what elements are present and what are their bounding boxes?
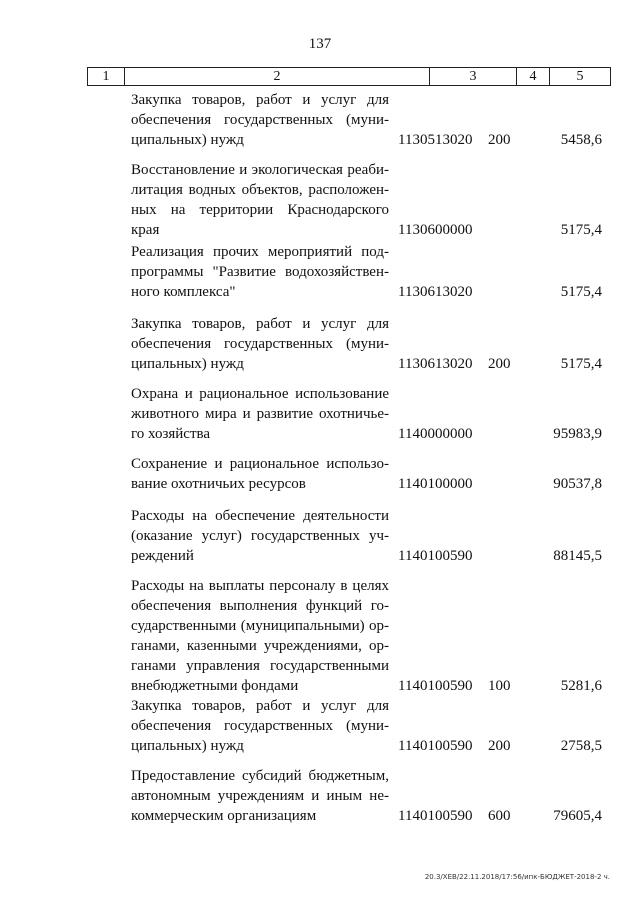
row-amount: 95983,9 — [553, 426, 602, 442]
description-line: го хозяйства — [131, 426, 211, 442]
description-line: внебюджетными фондами — [131, 678, 299, 694]
row-code: 1140100590 — [398, 678, 473, 694]
row-description — [131, 576, 389, 696]
row-amount: 88145,5 — [553, 548, 602, 564]
description-line: ципальных) нужд — [131, 356, 244, 372]
row-amount: 90537,8 — [553, 476, 602, 492]
row-code: 1140100590 — [398, 548, 473, 564]
row-amount: 79605,4 — [553, 808, 602, 824]
description-line: ципальных) нужд — [131, 738, 244, 754]
description-line: обеспечения выполнения функций го- — [131, 598, 389, 614]
header-col-5: 5 — [576, 69, 584, 84]
description-line: Охрана и рациональное использование — [131, 386, 389, 402]
description-line: ципальных) нужд — [131, 132, 244, 148]
row-code: 1130613020 — [398, 356, 473, 372]
row-description — [131, 90, 389, 150]
row-description — [131, 314, 389, 374]
row-description — [131, 506, 389, 566]
description-line: вание охотничьих ресурсов — [131, 476, 306, 492]
description-line: литация водных объектов, расположен- — [131, 182, 389, 198]
row-expense-kind: 200 — [488, 132, 511, 148]
header-col-3: 3 — [430, 68, 517, 85]
description-line: коммерческим организациям — [131, 808, 317, 824]
description-line: ганами, казенными учреждениями, ор- — [131, 638, 389, 654]
description-line: ганами управления государственными — [131, 658, 389, 674]
row-amount: 5175,4 — [560, 222, 602, 238]
description-line: обеспечения государственных (муни- — [131, 336, 389, 352]
row-amount: 5458,6 — [560, 132, 602, 148]
row-expense-kind: 200 — [488, 356, 511, 372]
row-code: 1140100000 — [398, 476, 473, 492]
header-col-2: 2 — [125, 68, 430, 85]
footer-stamp: 20.3/ХЕВ/22.11.2018/17:56/ипк-БЮДЖЕТ-2018-2 ч. — [424, 873, 610, 881]
row-expense-kind: 600 — [488, 808, 511, 824]
row-code: 1140000000 — [398, 426, 473, 442]
row-amount: 2758,5 — [560, 738, 602, 754]
row-description — [131, 384, 389, 444]
row-expense-kind: 200 — [488, 738, 511, 754]
row-code: 1130600000 — [398, 222, 473, 238]
description-line: Закупка товаров, работ и услуг для — [131, 316, 389, 332]
description-line: животного мира и развитие охотничье- — [131, 406, 389, 422]
description-line: ного комплекса" — [131, 284, 236, 300]
description-line: автономным учреждениям и иным не- — [131, 788, 389, 804]
row-code: 1140100590 — [398, 738, 473, 754]
row-code: 1140100590 — [398, 808, 473, 824]
row-description — [131, 454, 389, 494]
description-line: Восстановление и экологическая реаби- — [131, 162, 389, 178]
row-amount: 5175,4 — [560, 284, 602, 300]
description-line: ных на территории Краснодарского — [131, 202, 389, 218]
row-amount: 5175,4 — [560, 356, 602, 372]
description-line: Сохранение и рациональное использо- — [131, 456, 389, 472]
page-number: 137 — [308, 36, 332, 52]
description-line: края — [131, 222, 160, 238]
row-code: 1130513020 — [398, 132, 473, 148]
row-description — [131, 242, 389, 302]
row-description — [131, 696, 389, 756]
description-line: Расходы на выплаты персоналу в целях — [131, 578, 389, 594]
header-col-1: 1 — [88, 68, 125, 85]
description-line: Расходы на обеспечение деятельности — [131, 508, 389, 524]
row-amount: 5281,6 — [560, 678, 602, 694]
description-line: Реализация прочих мероприятий под- — [131, 244, 389, 260]
description-line: обеспечения государственных (муни- — [131, 112, 389, 128]
description-line: программы "Развитие водохозяйствен- — [131, 264, 389, 280]
description-line: обеспечения государственных (муни- — [131, 718, 389, 734]
row-description — [131, 160, 389, 240]
description-line: Предоставление субсидий бюджетным, — [131, 768, 389, 784]
description-line: Закупка товаров, работ и услуг для — [131, 698, 389, 714]
row-expense-kind: 100 — [488, 678, 511, 694]
row-code: 1130613020 — [398, 284, 473, 300]
table-header — [87, 67, 611, 86]
description-line: реждений — [131, 548, 194, 564]
row-description — [131, 766, 389, 826]
header-col-4: 4 — [517, 68, 550, 85]
description-line: (оказание услуг) государственных уч- — [131, 528, 389, 544]
description-line: сударственными (муниципальными) ор- — [131, 618, 389, 634]
description-line: Закупка товаров, работ и услуг для — [131, 92, 389, 108]
